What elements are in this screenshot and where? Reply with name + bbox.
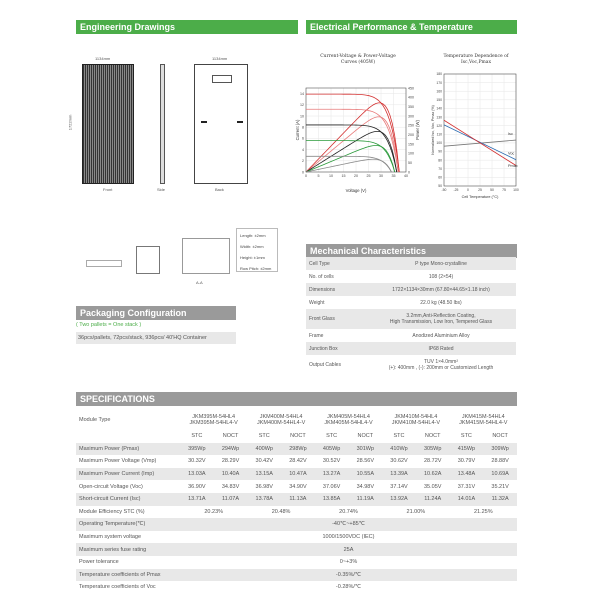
spec-value: 37.06V: [322, 483, 341, 490]
height-dimension: 1722mm: [67, 114, 73, 131]
model-line: JKM400M-54HL4-V: [256, 420, 306, 426]
iv-chart-title: Current-Voltage & Power-Voltage Curves (405W): [320, 54, 396, 65]
spec-value: 37.14V: [390, 483, 408, 490]
spec-value: 13.15A: [247, 468, 281, 481]
row-label: Maximum system voltage: [79, 534, 142, 541]
row-label: Maximum series fuse rating: [76, 543, 180, 556]
spec-value: 294Wp: [214, 443, 248, 456]
spec-value: 36.98V: [255, 483, 273, 490]
stc-header: STC: [258, 433, 270, 440]
x-tick-label: 25: [366, 174, 371, 178]
row-value: [366, 309, 516, 329]
spec-value: 13.71A: [180, 493, 214, 506]
y-right-tick-label: 100: [408, 151, 414, 156]
model-name: [382, 410, 449, 430]
temp-chart-title: Temperature Dependence of Isc,Voc,Pmax: [443, 54, 509, 65]
y-tick-label: 100: [436, 141, 442, 146]
spec-value: 28.29V: [221, 458, 240, 465]
y-tick-label: 0: [302, 170, 304, 175]
value-line: 3.2mm,Anti-Reflection Coating,: [406, 313, 476, 319]
model-line: JKM405M-54HL4-V: [324, 420, 373, 426]
y-tick-label: 130: [436, 115, 442, 120]
back-label: Back: [215, 187, 224, 192]
row-value: 108 (2×54): [366, 270, 516, 283]
panel-front-view: [82, 64, 134, 184]
y-tick-label: 150: [436, 98, 442, 103]
x-tick-label: -50: [441, 188, 447, 192]
spec-value: 35.21V: [491, 483, 509, 490]
y-tick-label: 140: [436, 106, 442, 111]
model-name: [180, 410, 247, 430]
y-tick-label: 2: [302, 159, 304, 164]
stc-header: STC: [460, 433, 472, 440]
table-row: [76, 480, 517, 493]
row-key: Front Glass: [306, 309, 366, 329]
noct-header: NOCT: [492, 433, 508, 440]
table-row: [76, 443, 517, 456]
table-row: [306, 296, 516, 309]
table-row: [306, 355, 516, 375]
table-row: [76, 493, 517, 506]
row-value: Anodized Aluminium Alloy: [366, 329, 516, 342]
spec-value: 305Wp: [416, 443, 450, 456]
tolerance-box: [236, 228, 278, 272]
y-tick-label: 12: [300, 103, 304, 108]
model-name: [247, 410, 314, 430]
spec-value: -0.35%/℃: [180, 569, 517, 582]
x-tick-label: 35: [391, 174, 396, 178]
row-label: Maximum Power Current (Imp): [76, 468, 180, 481]
spec-value: 14.01A: [450, 493, 484, 506]
row-key: Output Cables: [306, 355, 366, 375]
y-right-tick-label: 200: [408, 132, 414, 137]
y-right-tick-label: 400: [408, 95, 414, 100]
y-axis-label: Normalized Isc, Voc, Pmax (%): [431, 105, 435, 155]
y-right-tick-label: 150: [408, 142, 414, 147]
row-label: Temperature coefficients of Pmax: [76, 569, 180, 582]
spec-value: 36.90V: [188, 483, 206, 490]
spec-value: 13.92A: [382, 493, 416, 506]
row-key: Weight: [306, 296, 366, 309]
spec-value: 415Wp: [450, 443, 484, 456]
x-axis-label: Voltage (V): [345, 188, 367, 193]
y-tick-label: 70: [438, 166, 442, 171]
model-label: Module Type: [79, 417, 111, 423]
x-tick-label: 0: [305, 174, 307, 178]
table-row: [76, 556, 517, 569]
x-tick-label: 75: [502, 188, 506, 192]
spec-value: 25A: [180, 543, 517, 556]
table-row: [76, 581, 517, 594]
y-tick-label: 180: [436, 72, 442, 77]
back-width-dimension: 1134mm: [212, 56, 228, 61]
panel-back-view: [194, 64, 248, 184]
specifications-table: [76, 410, 517, 594]
table-row: [76, 569, 517, 582]
spec-value: 11.19A: [348, 493, 382, 506]
tolerance-row-pitch: Row Pitch: ±2mm: [240, 266, 272, 271]
x-tick-label: 100: [513, 188, 519, 192]
packaging-header: Packaging Configuration: [76, 306, 236, 320]
spec-value: -0.28%/℃: [335, 584, 362, 591]
packaging-note: ( Two pallets = One stack ): [76, 322, 142, 328]
row-key: Dimensions: [306, 283, 366, 296]
row-value: 22.0 kg (48.50 lbs): [366, 296, 516, 309]
panel-side-view: [160, 64, 165, 184]
spec-value: 13.78A: [247, 493, 281, 506]
row-value: [366, 355, 516, 375]
table-row: [76, 531, 517, 544]
spec-value: 301Wp: [348, 443, 382, 456]
row-key: Frame: [306, 329, 366, 342]
tolerance-height: Height: ±1mm: [240, 255, 265, 260]
row-label: Short-circuit Current (Isc): [76, 493, 180, 506]
spec-body: [76, 443, 517, 594]
value-line: (+): 400mm , (-): 200mm or Customized Length: [388, 365, 494, 371]
y-tick-label: 60: [438, 175, 442, 180]
value-line: High Transmission, Low Iron, Tempered Glass: [389, 319, 493, 325]
table-row: [76, 506, 517, 519]
spec-value: 298Wp: [281, 443, 315, 456]
spec-value: 30.42V: [255, 458, 273, 465]
section-detail: [182, 238, 230, 274]
spec-value: 13.85A: [315, 493, 349, 506]
model-line: JKM400M-54HL4: [259, 414, 303, 420]
noct-header: NOCT: [424, 433, 441, 440]
specifications-header: SPECIFICATIONS: [76, 392, 517, 406]
stc-header: STC: [393, 433, 405, 440]
efficiency-value: 20.74%: [339, 508, 358, 515]
x-tick-label: 20: [354, 174, 358, 178]
side-label: Side: [157, 187, 166, 192]
x-tick-label: 25: [478, 188, 482, 192]
spec-value: 309Wp: [483, 443, 517, 456]
noct-header: NOCT: [290, 433, 306, 440]
x-tick-label: 30: [379, 174, 383, 178]
model-line: JKM395M-54HL4-V: [189, 420, 238, 426]
spec-value: 30.79V: [457, 458, 476, 465]
stc-noct-row: [76, 430, 517, 443]
spec-value: 10.69A: [483, 468, 517, 481]
spec-value: 37.31V: [457, 483, 476, 490]
spec-value: 400Wp: [247, 443, 281, 456]
model-name: [450, 410, 517, 430]
spec-value: 10.40A: [214, 468, 248, 481]
table-row: [76, 543, 517, 556]
spec-value: 30.32V: [188, 458, 206, 465]
y-right-tick-label: 300: [408, 114, 414, 119]
spec-value: 30.52V: [322, 458, 341, 465]
y-right-tick-label: 350: [408, 104, 414, 109]
spec-value: 35.05V: [423, 483, 442, 490]
stc-header: STC: [326, 433, 338, 440]
y-tick-label: 6: [302, 136, 304, 141]
value-line: TUV 1×4.0mm²: [423, 359, 459, 365]
y-tick-label: 8: [302, 125, 304, 130]
iv-pv-chart: [296, 80, 434, 204]
spec-value: 10.47A: [281, 468, 315, 481]
front-label: Front: [103, 187, 113, 192]
table-row: [306, 257, 516, 270]
table-row: [306, 342, 516, 355]
spec-value: 30.62V: [390, 458, 408, 465]
y-right-tick-label: 250: [408, 123, 414, 128]
y-tick-label: 4: [302, 147, 304, 152]
empty-cell: [76, 430, 180, 443]
table-row: [306, 329, 516, 342]
junction-detail: [136, 246, 160, 274]
y-tick-label: 80: [438, 158, 442, 163]
spec-value: 11.32A: [483, 493, 517, 506]
table-row: [306, 283, 516, 296]
model-line: JKM395M-54HL4: [192, 414, 236, 420]
x-tick-label: -25: [453, 188, 459, 192]
spec-value: 28.56V: [356, 458, 375, 465]
efficiency-value: 20.48%: [271, 508, 291, 515]
spec-value: 11.07A: [214, 493, 248, 506]
table-row: [76, 518, 517, 531]
model-line: JKM410M-54HL4: [394, 414, 438, 420]
stc-header: STC: [191, 433, 203, 440]
spec-value: 13.27A: [315, 468, 349, 481]
row-label: Power tolerance: [79, 559, 119, 566]
x-tick-label: 0: [467, 188, 469, 192]
temperature-chart: [430, 70, 520, 204]
spec-value: 395Wp: [180, 443, 214, 456]
packaging-detail: 36pcs/pallets, 72pcs/stack, 936pcs/ 40'HQ Container: [76, 332, 236, 344]
spec-value: 11.13A: [281, 493, 315, 506]
y-tick-label: 14: [300, 91, 304, 96]
y-tick-label: 50: [438, 184, 442, 189]
row-label: Maximum Power Voltage (Vmp): [79, 458, 157, 465]
mechanical-header: Mechanical Characteristics: [306, 244, 517, 258]
model-row: [76, 410, 517, 430]
legend-pmax: Pmax: [508, 164, 518, 169]
spec-value: 34.98V: [356, 483, 375, 490]
spec-value: 28.42V: [289, 458, 307, 465]
y-tick-label: 170: [436, 80, 442, 85]
spec-value: 28.72V: [423, 458, 442, 465]
spec-value: 13.03A: [180, 468, 214, 481]
x-tick-label: 40: [404, 174, 408, 178]
y-tick-label: 160: [436, 89, 442, 94]
row-value: P type Mono-crystalline: [366, 257, 516, 270]
frame-profile-detail: [86, 260, 122, 267]
y-right-tick-label: 0: [408, 170, 410, 175]
y-tick-label: 110: [436, 132, 442, 137]
row-value: IP68 Rated: [366, 342, 516, 355]
row-key: Cell Type: [306, 257, 366, 270]
model-line: JKM415M-54HL4: [461, 414, 505, 420]
junction-box: [212, 75, 232, 83]
y-right-axis-label: Power (W): [415, 120, 420, 140]
row-label: Module Efficiency STC (%): [79, 508, 145, 515]
spec-value: 10.55A: [348, 468, 382, 481]
row-key: Junction Box: [306, 342, 366, 355]
row-label: Temperature coefficients of Voc: [79, 584, 156, 591]
spec-value: 13.48A: [450, 468, 484, 481]
model-name: [315, 410, 382, 430]
model-line: JKM405M-54HL4: [327, 414, 370, 420]
row-label: Operating Temperature(℃): [76, 518, 180, 531]
legend-voc: Voc: [508, 151, 515, 156]
spec-value: 405Wp: [315, 443, 349, 456]
mechanical-table: [306, 257, 516, 375]
table-row: [306, 309, 516, 329]
row-value: 1722×1134×30mm (67.80×44.65×1.18 inch): [366, 283, 516, 296]
x-tick-label: 50: [490, 188, 494, 192]
spec-value: 410Wp: [382, 443, 416, 456]
y-right-tick-label: 450: [408, 86, 414, 91]
spec-value: 1000/1500VDC (IEC): [322, 534, 375, 541]
mounting-hole: [237, 121, 243, 123]
spec-value: 0~+3%: [339, 559, 358, 566]
y-axis-label: Current (A): [295, 119, 300, 141]
model-line: JKM410M-54HL4-V: [391, 420, 441, 426]
legend-isc: Isc: [508, 131, 513, 136]
efficiency-value: 20.23%: [204, 508, 224, 515]
efficiency-value: 21.25%: [473, 508, 493, 515]
spec-value: 11.24A: [416, 493, 450, 506]
row-key: No. of cells: [306, 270, 366, 283]
x-tick-label: 10: [329, 174, 333, 178]
tolerance-length: Length: ±2mm: [240, 233, 266, 238]
spec-value: 34.90V: [289, 483, 307, 490]
width-dimension: 1134mm: [95, 56, 111, 61]
row-label: Open-circuit Voltage (Voc): [79, 483, 143, 490]
engineering-header: Engineering Drawings: [76, 20, 298, 34]
table-row: [306, 270, 516, 283]
model-line: JKM415M-54HL4-V: [459, 420, 508, 426]
x-tick-label: 5: [317, 174, 320, 178]
x-axis-label: Cell Temperature (°C): [461, 195, 499, 199]
spec-value: 28.88V: [491, 458, 509, 465]
spec-value: 10.62A: [416, 468, 450, 481]
y-tick-label: 90: [438, 149, 442, 154]
efficiency-value: 21.00%: [406, 508, 426, 515]
spec-value: 13.39A: [382, 468, 416, 481]
noct-header: NOCT: [222, 433, 239, 440]
mounting-hole: [201, 121, 207, 123]
y-right-tick-label: 50: [408, 160, 412, 165]
x-tick-label: 15: [341, 174, 346, 178]
section-label: A-A: [196, 280, 203, 285]
row-label: Maximum Power (Pmax): [76, 443, 180, 456]
spec-value: 34.83V: [221, 483, 240, 490]
noct-header: NOCT: [357, 433, 374, 440]
tolerance-width: Width: ±2mm: [240, 244, 264, 249]
spec-value: -40℃~+85℃: [180, 518, 517, 531]
table-row: [76, 468, 517, 481]
table-row: [76, 455, 517, 468]
y-tick-label: 10: [300, 114, 304, 119]
y-tick-label: 120: [436, 123, 442, 128]
electrical-header: Electrical Performance & Temperature Dependence: [306, 20, 517, 34]
